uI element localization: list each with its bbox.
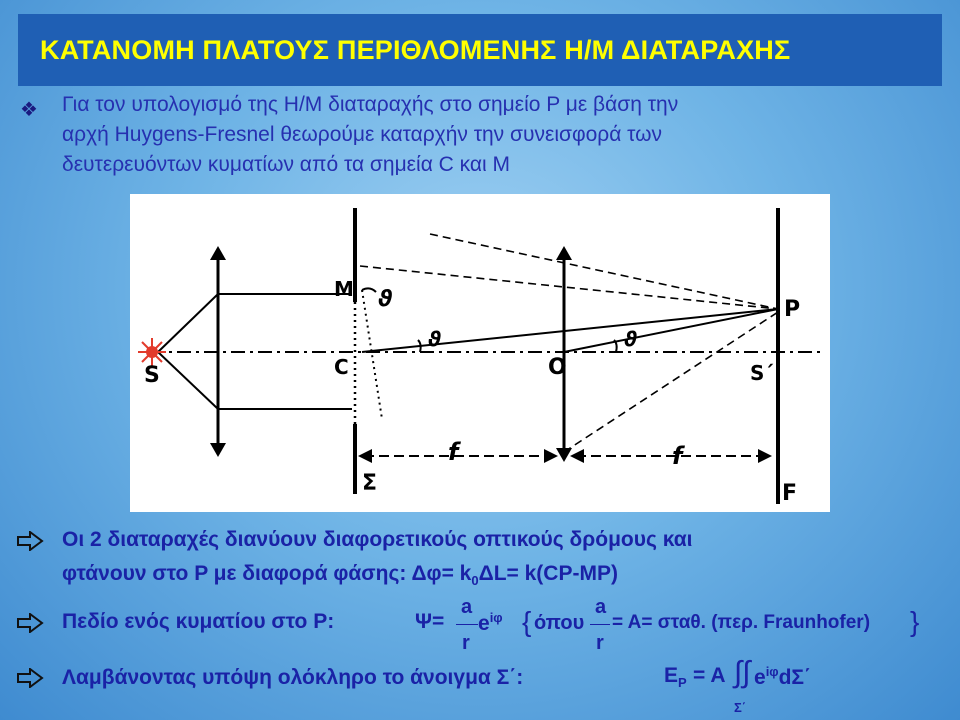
label-sigma: Σ bbox=[362, 471, 378, 496]
ray-m-dashed bbox=[360, 266, 778, 309]
lens-right-arrow-bottom bbox=[556, 448, 572, 462]
intro-line-2: αρχή Huygens-Fresnel θεωρούμε καταρχήν την συνεισφορά των bbox=[62, 123, 663, 146]
intro-paragraph bbox=[62, 90, 922, 180]
intro-line-3: δευτερευόντων κυματίων από τα σημεία C και M bbox=[62, 153, 511, 176]
bullet3-eq-a: = A bbox=[693, 664, 726, 687]
diffraction-diagram bbox=[130, 194, 830, 512]
bullet-phase-difference bbox=[62, 526, 692, 595]
bullet1-line-2 bbox=[62, 560, 692, 595]
bullet3-int-sub: Σ΄ bbox=[734, 700, 747, 715]
label-f-plane: F bbox=[782, 481, 798, 506]
bullet3-e-sub: P bbox=[678, 675, 687, 691]
label-p: P bbox=[784, 297, 801, 322]
lens-right-arrow-top bbox=[556, 246, 572, 260]
ray-source-up bbox=[158, 294, 218, 352]
arrow-bullet-icon bbox=[16, 668, 44, 688]
ray-c-to-p bbox=[362, 309, 778, 352]
label-theta-m: ϑ bbox=[378, 287, 393, 312]
bullet2-opou: όπου bbox=[534, 612, 585, 634]
ray-source-down bbox=[158, 352, 218, 409]
label-s: S bbox=[144, 363, 160, 388]
bullet2-exp-base: e bbox=[478, 612, 490, 635]
double-integral-icon: ∫∫ bbox=[734, 656, 751, 689]
bullet2-frac2-num: a bbox=[595, 596, 607, 618]
angle-arc-m bbox=[362, 288, 376, 292]
bullet1-line2-pre: φτάνουν στο P με διαφορά φάσης: Δφ= k bbox=[62, 562, 472, 585]
title-bar bbox=[18, 14, 942, 86]
bullet1-line2-post: ΔL= k(CP-MP) bbox=[478, 562, 618, 585]
arrow-bullet-icon bbox=[16, 613, 44, 633]
ray-lower-dashed bbox=[564, 312, 778, 452]
label-theta-o: ϑ bbox=[624, 327, 638, 351]
diffraction-figure bbox=[130, 194, 830, 512]
label-theta-c: ϑ bbox=[428, 327, 442, 351]
slide-title: ΚΑΤΑΝΟΜΗ ΠΛΑΤΟΥΣ ΠΕΡΙΘΛΟΜΕΝΗΣ Η/Μ ΔΙΑΤΑΡΑΧΗΣ bbox=[40, 34, 791, 65]
intro-line-1: Για τον υπολογισμό της Η/Μ διαταραχής στο σημείο P με βάση την bbox=[62, 93, 679, 116]
bullet3-integrand-base: e bbox=[754, 666, 766, 689]
dim-f2-arrow-right bbox=[758, 449, 772, 463]
label-f2: f bbox=[672, 442, 683, 470]
ray-upper-dashed bbox=[430, 234, 778, 309]
bullet2-exp-sup: iφ bbox=[489, 610, 503, 625]
label-m: M bbox=[334, 277, 354, 301]
angle-arc-o bbox=[614, 340, 617, 352]
bullet3-integrand-rest: dΣ΄ bbox=[778, 666, 812, 689]
lens-left-arrow-bottom bbox=[210, 443, 226, 457]
dim-f1-arrow-right bbox=[544, 449, 558, 463]
bullet2-text: Πεδίο ενός κυματίου στο P: bbox=[62, 610, 335, 633]
bullet2-frac2-den: r bbox=[596, 632, 604, 654]
label-f1: f bbox=[448, 438, 459, 466]
right-brace: } bbox=[910, 606, 920, 637]
arrow-bullet-icon bbox=[16, 531, 44, 551]
bullet1-line-1: Οι 2 διαταραχές διανύουν διαφορετικούς οπτικούς δρόμους και bbox=[62, 528, 693, 551]
left-brace: { bbox=[522, 606, 532, 637]
dim-f1-arrow-left bbox=[358, 449, 372, 463]
bullet2-frac-num: a bbox=[461, 596, 473, 618]
bullet3-field bbox=[664, 664, 687, 690]
bullet3-e: E bbox=[664, 664, 679, 687]
bullet1-line2-sub: 0 bbox=[471, 573, 479, 589]
ray-o-to-p bbox=[564, 309, 778, 352]
bullet2-psi: Ψ= bbox=[415, 610, 445, 633]
label-c: C bbox=[334, 355, 349, 379]
source-star-icon bbox=[138, 338, 166, 366]
bullet3-integrand-sup: iφ bbox=[765, 664, 779, 679]
diamond-bullet-icon: ❖ bbox=[20, 99, 38, 121]
label-o: O bbox=[548, 355, 567, 380]
bullet2-frac-bar bbox=[456, 624, 478, 625]
label-s-prime: S΄ bbox=[750, 361, 774, 385]
bullet3-integrand bbox=[754, 664, 811, 690]
lens-left-arrow-top bbox=[210, 246, 226, 260]
bullet2-rest: = A= σταθ. (περ. Fraunhofer) bbox=[612, 612, 871, 633]
bullet2-exp bbox=[478, 610, 503, 636]
bullet2-frac-den: r bbox=[462, 632, 470, 654]
dim-f2-arrow-left bbox=[570, 449, 584, 463]
bullet3-text: Λαμβάνοντας υπόψη ολόκληρο το άνοιγμα Σ΄: bbox=[62, 666, 524, 689]
bullet2-frac2-bar bbox=[590, 624, 610, 625]
